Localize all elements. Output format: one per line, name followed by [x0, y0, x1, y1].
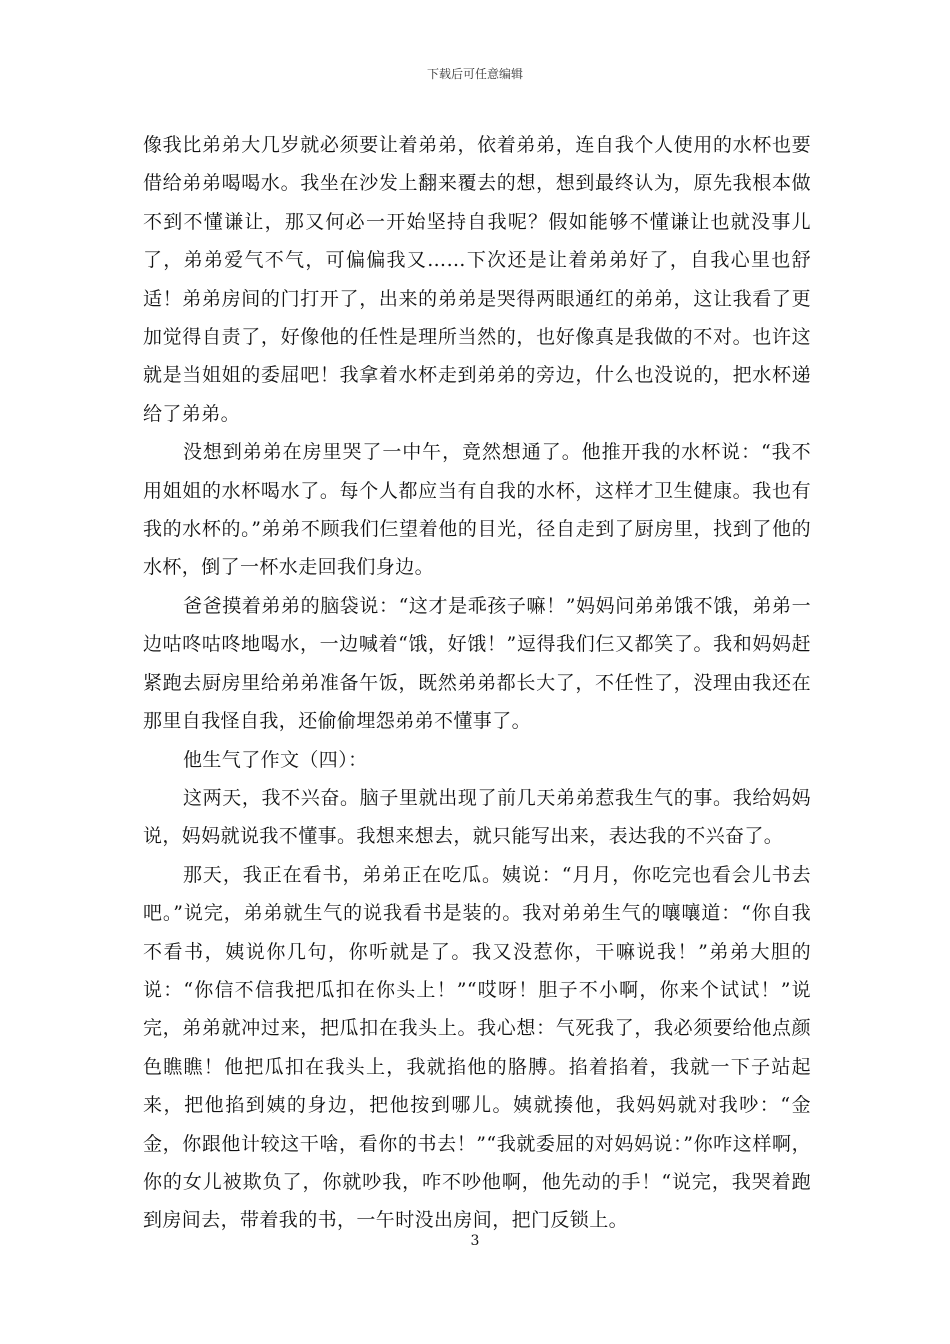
page-header: 下载后可任意编辑 [426, 67, 523, 81]
paragraph: 这两天，我不兴奋。脑子里就出现了前几天弟弟惹我生气的事。我给妈妈说，妈妈就说我不懂事。我想来想去，就只能写出来，表达我的不兴奋了。 [143, 786, 811, 848]
paragraph: 没想到弟弟在房里哭了一中午，竟然想通了。他推开我的水杯说：“我不用姐姐的水杯喝水了。每个人都应当有自我的水杯，这样才卫生健康。我也有我的水杯的。”弟弟不顾我们仨望着他的目光，径自走到了厨房里，找到了他的水杯，倒了一杯水走回我们身边。 [143, 441, 811, 579]
paragraph: 那天，我正在看书，弟弟正在吃瓜。姨说：“月月，你吃完也看会儿书去吧。”说完，弟弟就生气的说我看书是装的。我对弟弟生气的嚷嚷道：“你自我不看书，姨说你几句，你听就是了。我又没惹你，干嘛说我！”弟弟大胆的说：“你信不信我把瓜扣在你头上！”“哎呀！胆子不小啊，你来个试试！”说完，弟弟就冲过来，把瓜扣在我头上。我心想：气死我了，我必须要给他点颜色瞧瞧！他把瓜扣在我头上，我就掐他的胳膊。掐着掐着，我就一下子站起来，把他掐到姨的身边，把他按到哪儿。姨就揍他，我妈妈就对我吵：“金金，你跟他计较这干啥，看你的书去！”“我就委屈的对妈妈说：”你咋这样啊，你的女儿被欺负了，你就吵我，咋不吵他啊，他先动的手！“说完，我哭着跑到房间去，带着我的书，一午时没出房间，把门反锁上。 [143, 863, 811, 1232]
paragraph: 爸爸摸着弟弟的脑袋说：“这才是乖孩子嘛！”妈妈问弟弟饿不饿，弟弟一边咕咚咕咚地喝水，一边喊着“饿，好饿！”逗得我们仨又都笑了。我和妈妈赶紧跑去厨房里给弟弟准备午饭，既然弟弟都长大了，不任性了，没理由我还在那里自我怪自我，还偷偷埋怨弟弟不懂事了。 [143, 594, 811, 733]
section-heading: 他生气了作文（四）： [183, 748, 368, 771]
paragraph-continuation: 像我比弟弟大几岁就必须要让着弟弟，依着弟弟，连自我个人使用的水杯也要借给弟弟喝喝水。我坐在沙发上翻来覆去的想，想到最终认为，原先我根本做不到不懂谦让，那又何必一开始坚持自我呢？假如能够不懂谦让也就没事儿了，弟弟爱气不气，可偏偏我又……下次还是让着弟弟好了，自我心里也舒适！弟弟房间的门打开了，出来的弟弟是哭得两眼通红的弟弟，这让我看了更加觉得自责了，好像他的任性是理所当然的，也好像真是我做的不对。也许这就是当姐姐的委屈吧！我拿着水杯走到弟弟的旁边，什么也没说的，把水杯递给了弟弟。 [143, 134, 811, 425]
page-number: 3 [470, 1233, 480, 1249]
document-body [143, 126, 811, 1240]
